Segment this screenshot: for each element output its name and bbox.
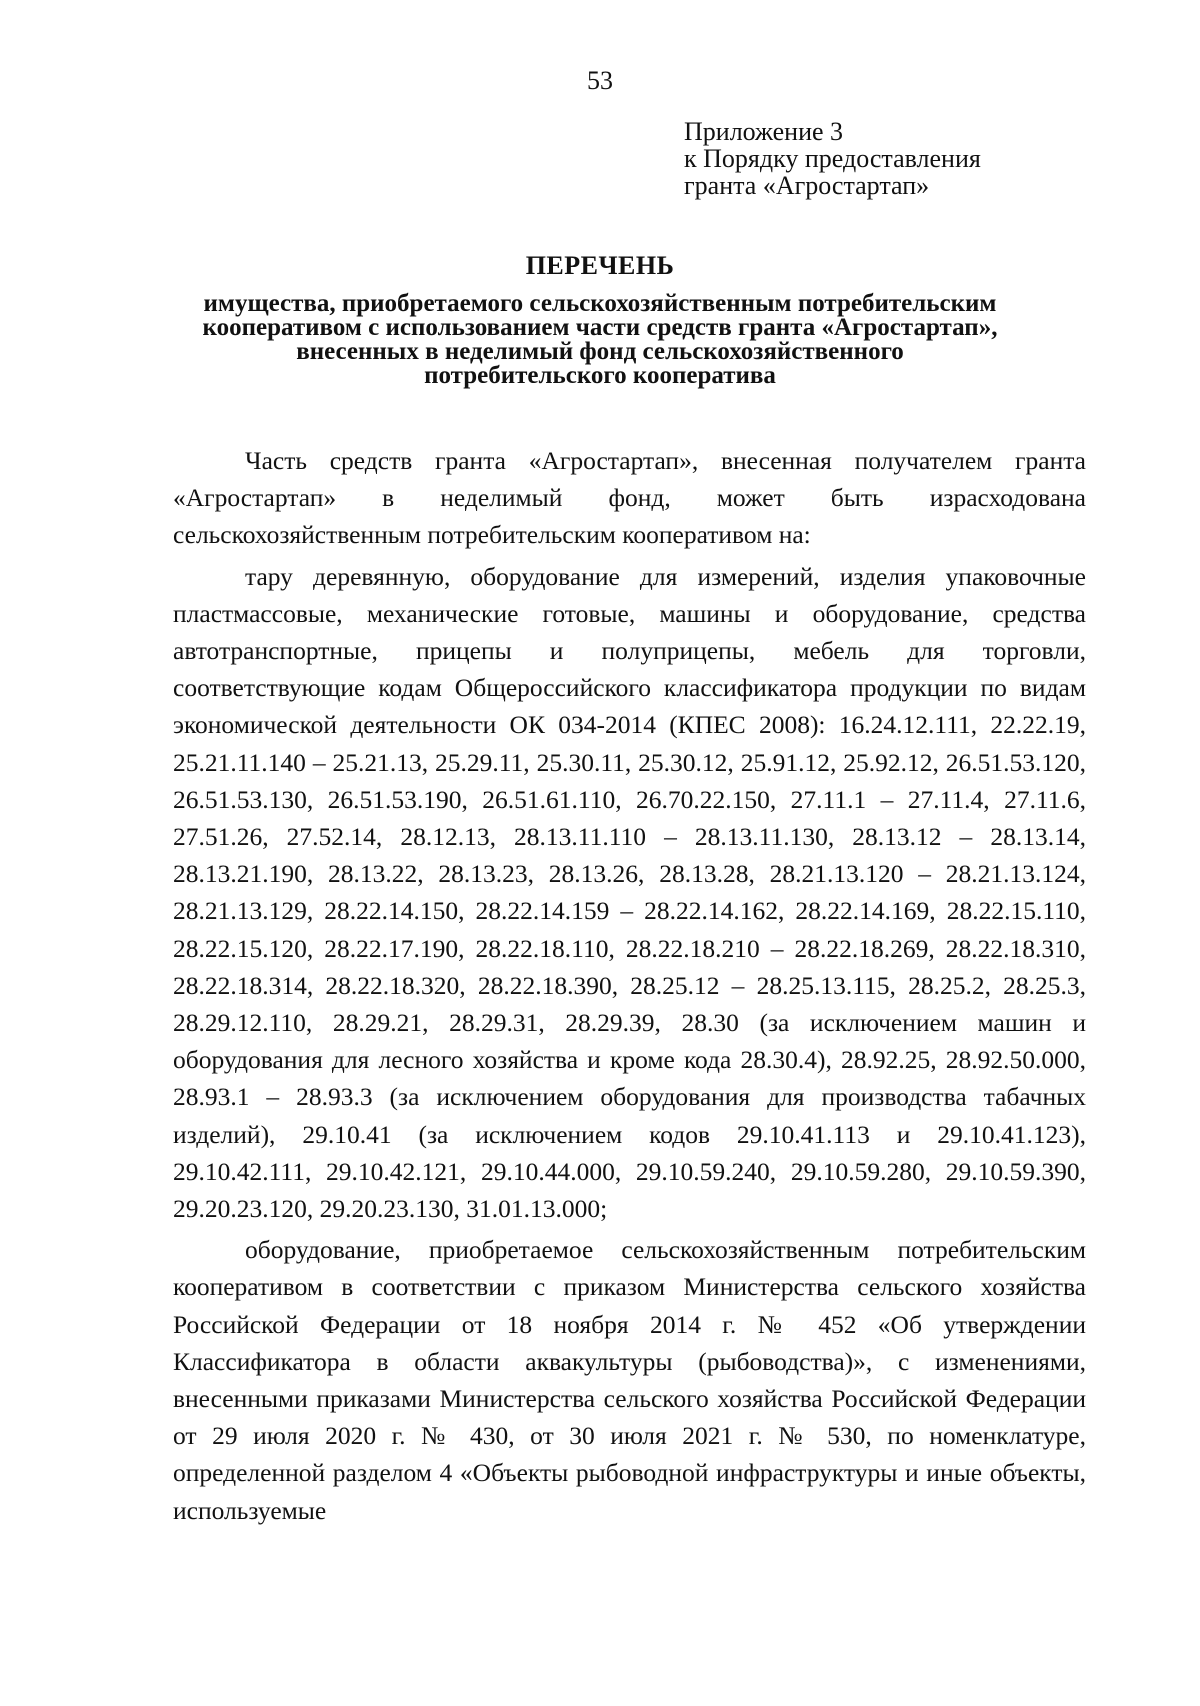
subtitle-line: внесенных в неделимый фонд сельскохозяйственного	[296, 338, 904, 365]
subtitle-line: кооперативом с использованием части средств гранта «Агростартап»,	[202, 314, 998, 341]
body-paragraph: Часть средств гранта «Агростартап», внесенная получателем гранта «Агростартап» в неделимый фонд, может быть израсходована сельскохозяйственным потребительским кооперативом на:	[173, 446, 1086, 550]
document-subtitle	[0, 292, 1200, 388]
document-title: ПЕРЕЧЕНЬ	[525, 251, 675, 280]
appendix-line: Приложение 3	[684, 117, 844, 146]
page-number: 53	[587, 66, 613, 95]
appendix-block	[684, 118, 981, 199]
appendix-line: гранта «Агростартап»	[684, 171, 930, 200]
document-body	[173, 442, 1086, 1533]
appendix-line: к Порядку предоставления	[684, 144, 981, 173]
subtitle-line: потребительского кооператива	[424, 362, 776, 389]
subtitle-line: имущества, приобретаемого сельскохозяйственным потребительским	[203, 290, 997, 317]
body-paragraph: оборудование, приобретаемое сельскохозяйственным потребительским кооперативом в соответствии с приказом Министерства сельского хозяйства Российской Федерации от 18 ноября 2014 г. № 452 «Об утверждении Классификатора в области аквакультуры (рыбоводства)», с изменениями, внесенными приказами Министерства сельского хозяйства Российской Федерации от 29 июля 2020 г. № 430, от 30 июля 2021 г. № 530, по номенклатуре, определенной разделом 4 «Объекты рыбоводной инфраструктуры и иные объекты, используемые	[173, 1235, 1086, 1525]
body-paragraph: тару деревянную, оборудование для измерений, изделия упаковочные пластмассовые, механические готовые, машины и оборудование, средства автотранспортные, прицепы и полуприцепы, мебель для торговли, соответствующие кодам Общероссийского классификатора продукции по видам экономической деятельности ОК 034-2014 (КПЕС 2008): 16.24.12.111, 22.22.19, 25.21.11.140 – 25.21.13, 25.29.11, 25.30.11, 25.30.12, 25.91.12, 25.92.12, 26.51.53.120, 26.51.53.130, 26.51.53.190, 26.51.61.110, 26.70.22.150, 27.11.1 – 27.11.4, 27.11.6, 27.51.26, 27.52.14, 28.12.13, 28.13.11.110 – 28.13.11.130, 28.13.12 – 28.13.14, 28.13.21.190, 28.13.22, 28.13.23, 28.13.26, 28.13.28, 28.21.13.120 – 28.21.13.124, 28.21.13.129, 28.22.14.150, 28.22.14.159 – 28.22.14.162, 28.22.14.169, 28.22.15.110, 28.22.15.120, 28.22.17.190, 28.22.18.110, 28.22.18.210 – 28.22.18.269, 28.22.18.310, 28.22.18.314, 28.22.18.320, 28.22.18.390, 28.25.12 – 28.25.13.115, 28.25.2, 28.25.3, 28.29.12.110, 28.29.21, 28.29.31, 28.29.39, 28.30 (за исключением машин и оборудования для лесного хозяйства и кроме кода 28.30.4), 28.92.25, 28.92.50.000, 28.93.1 – 28.93.3 (за исключением оборудования для производства табачных изделий), 29.10.41 (за исключением кодов 29.10.41.113 и 29.10.41.123), 29.10.42.111, 29.10.42.121, 29.10.44.000, 29.10.59.240, 29.10.59.280, 29.10.59.390, 29.20.23.120, 29.20.23.130, 31.01.13.000;	[173, 561, 1086, 1224]
